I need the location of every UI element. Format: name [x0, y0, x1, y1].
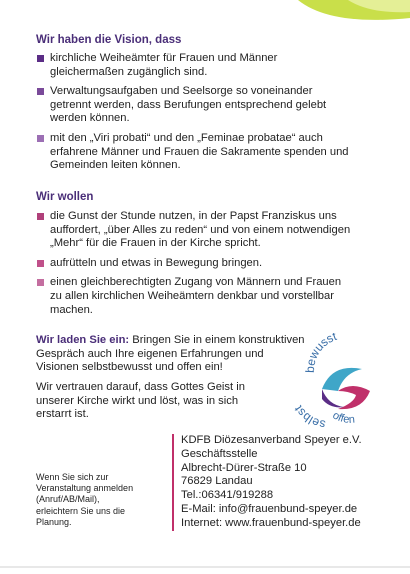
bottom-divider [0, 566, 410, 568]
trust-paragraph: Wir vertrauen darauf, dass Gottes Geist in unserer Kirche wirkt und löst, was in sich erstarrt ist. [36, 381, 245, 421]
svg-text:selbst [292, 402, 327, 432]
office-label: Geschäftsstelle [181, 447, 258, 460]
website-link[interactable]: Internet: www.frauenbund-speyer.de [181, 516, 361, 529]
logo-word-bottom: offen [330, 409, 356, 426]
org-name: KDFB Diözesanverband Speyer e.V. [181, 434, 362, 446]
list-item: Verwaltungsaufgaben und Seelsorge so voneinander getrennt werden, dass Berufungen entsprechend gelebt werden können. [36, 85, 381, 126]
vision-list [36, 52, 381, 179]
vision-heading: Wir haben die Vision, dass [36, 34, 182, 46]
bullet-square-icon [37, 213, 44, 220]
goals-heading: Wir wollen [36, 191, 94, 203]
list-item: einen gleichberechtigten Zugang von Männern und Frauen zu allen kirchlichen Weiheämtern denkbar und vorstellbar machen. [36, 276, 381, 317]
svg-text:offen [330, 409, 355, 426]
invitation-lead: Wir laden Sie ein: [36, 334, 130, 346]
invitation-paragraph: Wir laden Sie ein: Bringen Sie in einem konstruktiven Gespräch auch Ihre eigenen Erfahrungen und Visionen selbstbewusst und offen ein! [36, 334, 305, 374]
list-item: die Gunst der Stunde nutzen, in der Papst Franziskus uns auffordert, „über Alles zu reden“ und von einem notwendigen „Mehr“ für die Frauen in der Kirche spricht. [36, 210, 381, 251]
goals-list [36, 210, 381, 323]
logo-word-left: selbst [292, 402, 327, 432]
svg-text:bewusst [303, 333, 339, 373]
logo-word-top: bewusst [302, 333, 339, 374]
registration-note: Wenn Sie sich zur Veranstaltung anmelden (Anruf/AB/Mail), erleichtern Sie uns die Planung. [36, 472, 134, 527]
street: Albrecht-Dürer-Straße 10 [181, 461, 307, 474]
bullet-square-icon [37, 135, 44, 142]
email-link[interactable]: E-Mail: info@frauenbund-speyer.de [181, 502, 358, 515]
bullet-square-icon [37, 88, 44, 95]
list-item: aufrütteln und etwas in Bewegung bringen. [36, 257, 381, 271]
bullet-square-icon [37, 279, 44, 286]
bullet-square-icon [37, 260, 44, 267]
contact-address [172, 434, 362, 531]
bullet-square-icon [37, 55, 44, 62]
list-item: kirchliche Weiheämter für Frauen und Männer gleichermaßen zugänglich sind. [36, 52, 381, 79]
phone: Tel.:06341/919288 [181, 489, 274, 502]
decorative-corner-arc [290, 0, 410, 22]
list-item: mit den „Viri probati“ und den „Feminae probatae“ auch erfahrene Männer und Frauen die Sakramente spenden und Gemeinden leiten können. [36, 132, 381, 173]
selbstbewusst-offen-logo [292, 333, 392, 433]
city: 76829 Landau [181, 475, 253, 488]
